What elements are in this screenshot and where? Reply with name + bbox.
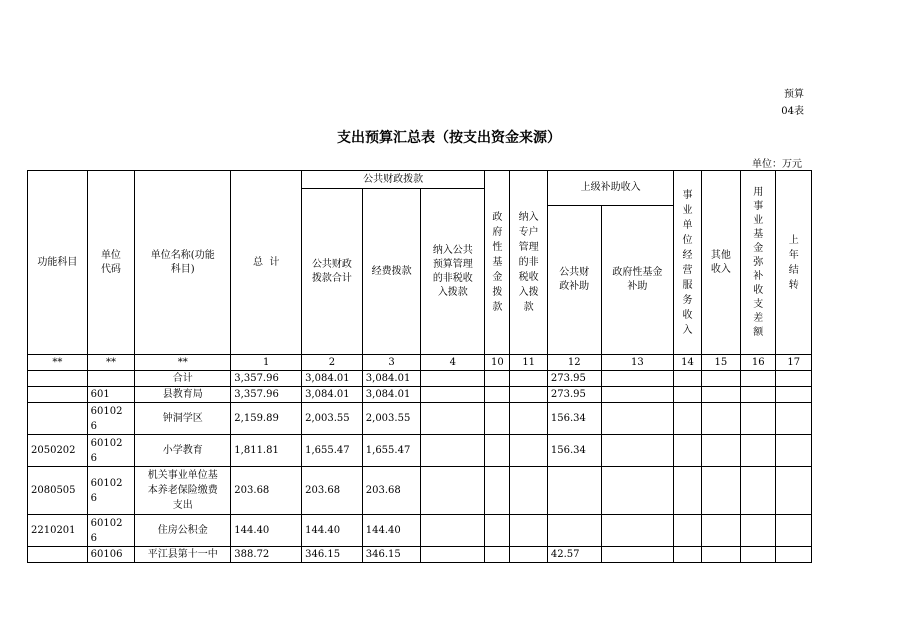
index-cell: **: [135, 355, 231, 371]
header-carry-over: 上 年 结 转: [776, 171, 812, 355]
public-subsidy-cell: [547, 467, 601, 515]
func-code-cell: [28, 387, 88, 403]
header-public-group: 公共财政拨款: [302, 171, 485, 189]
gov-fund-subsidy-cell: [601, 515, 674, 547]
func-code-cell: 2050202: [28, 435, 88, 467]
expense-cell: 203.68: [362, 467, 421, 515]
unit-name-cell: 小学教育: [135, 435, 231, 467]
gov-fund-cell: [485, 547, 510, 563]
other-cell: [701, 387, 740, 403]
header-superior-group: 上级补助收入: [547, 171, 673, 206]
other-cell: [701, 515, 740, 547]
total-cell: 3,357.96: [231, 371, 302, 387]
other-cell: [701, 467, 740, 515]
fund-offset-cell: [741, 547, 776, 563]
public-total-cell: 2,003.55: [302, 403, 363, 435]
func-code-cell: 2210201: [28, 515, 88, 547]
gov-fund-subsidy-cell: [601, 371, 674, 387]
fund-offset-cell: [741, 435, 776, 467]
header-gov-fund-subsidy: 政府性基金 补助: [601, 206, 674, 355]
index-cell: 16: [741, 355, 776, 371]
non-tax-cell: [421, 403, 485, 435]
index-cell: **: [28, 355, 88, 371]
unit-code-cell: 60102 6: [87, 515, 135, 547]
total-cell: 144.40: [231, 515, 302, 547]
special-non-tax-cell: [510, 547, 547, 563]
unit-code-cell: [87, 371, 135, 387]
operating-cell: [674, 467, 701, 515]
carry-over-cell: [776, 467, 812, 515]
page-title: 支出预算汇总表（按支出资金来源）: [337, 130, 561, 146]
non-tax-cell: [421, 515, 485, 547]
carry-over-cell: [776, 371, 812, 387]
index-cell: 15: [701, 355, 740, 371]
non-tax-cell: [421, 467, 485, 515]
operating-cell: [674, 371, 701, 387]
header-special-non-tax: 纳入 专户 管理 的非 税收 入拨 款: [510, 171, 547, 355]
public-total-cell: 144.40: [302, 515, 363, 547]
gov-fund-cell: [485, 403, 510, 435]
fund-offset-cell: [741, 403, 776, 435]
public-total-cell: 3,084.01: [302, 387, 363, 403]
unit-name-cell: 县教育局: [135, 387, 231, 403]
carry-over-cell: [776, 515, 812, 547]
header-other: 其他 收入: [701, 171, 740, 355]
gov-fund-cell: [485, 515, 510, 547]
non-tax-cell: [421, 387, 485, 403]
gov-fund-subsidy-cell: [601, 435, 674, 467]
index-cell: 17: [776, 355, 812, 371]
header-gov-fund: 政 府 性 基 金 拨 款: [485, 171, 510, 355]
public-subsidy-cell: 42.57: [547, 547, 601, 563]
header-non-tax: 纳入公共 预算管理 的非税收 入拨款: [421, 189, 485, 355]
index-cell: 11: [510, 355, 547, 371]
carry-over-cell: [776, 403, 812, 435]
special-non-tax-cell: [510, 435, 547, 467]
expense-cell: 3,084.01: [362, 387, 421, 403]
gov-fund-subsidy-cell: [601, 387, 674, 403]
carry-over-cell: [776, 547, 812, 563]
gov-fund-subsidy-cell: [601, 467, 674, 515]
header-expense: 经费拨款: [362, 189, 421, 355]
fund-offset-cell: [741, 515, 776, 547]
header-unit-name: 单位名称(功能 科目): [135, 171, 231, 355]
gov-fund-cell: [485, 387, 510, 403]
table-row: [28, 371, 812, 387]
expense-cell: 2,003.55: [362, 403, 421, 435]
unit-name-cell: 平江县第十一中: [135, 547, 231, 563]
public-subsidy-cell: 156.34: [547, 403, 601, 435]
header-public-total: 公共财政 拨款合计: [302, 189, 363, 355]
unit-name-cell: 合计: [135, 371, 231, 387]
table-row: [28, 403, 812, 435]
expense-cell: 1,655.47: [362, 435, 421, 467]
index-cell: 4: [421, 355, 485, 371]
index-cell: 12: [547, 355, 601, 371]
header-total: 总 计: [231, 171, 302, 355]
table-row: [28, 387, 812, 403]
special-non-tax-cell: [510, 515, 547, 547]
func-code-cell: [28, 403, 88, 435]
budget-table: [27, 170, 812, 563]
func-code-cell: [28, 371, 88, 387]
unit-name-cell: 机关事业单位基 本养老保险缴费 支出: [135, 467, 231, 515]
table-row: [28, 547, 812, 563]
special-non-tax-cell: [510, 387, 547, 403]
table-row: [28, 435, 812, 467]
unit-code-cell: 60102 6: [87, 467, 135, 515]
public-subsidy-cell: 156.34: [547, 435, 601, 467]
header-unit-code: 单位 代码: [87, 171, 135, 355]
gov-fund-subsidy-cell: [601, 547, 674, 563]
special-non-tax-cell: [510, 403, 547, 435]
operating-cell: [674, 387, 701, 403]
public-total-cell: 346.15: [302, 547, 363, 563]
index-cell: 13: [601, 355, 674, 371]
fund-offset-cell: [741, 371, 776, 387]
expense-cell: 144.40: [362, 515, 421, 547]
gov-fund-cell: [485, 435, 510, 467]
non-tax-cell: [421, 435, 485, 467]
report-code-line2: 04表: [781, 106, 804, 117]
unit-code-cell: 601: [87, 387, 135, 403]
index-row: [28, 355, 812, 371]
gov-fund-subsidy-cell: [601, 403, 674, 435]
index-cell: 1: [231, 355, 302, 371]
expense-cell: 346.15: [362, 547, 421, 563]
carry-over-cell: [776, 435, 812, 467]
total-cell: 3,357.96: [231, 387, 302, 403]
expense-cell: 3,084.01: [362, 371, 421, 387]
unit-code-cell: 60102 6: [87, 435, 135, 467]
unit-label: 单位：万元: [752, 159, 802, 170]
unit-name-cell: 住房公积金: [135, 515, 231, 547]
func-code-cell: 2080505: [28, 467, 88, 515]
index-cell: 10: [485, 355, 510, 371]
header-fund-offset: 用 事 业 基 金 弥 补 收 支 差 额: [741, 171, 776, 355]
non-tax-cell: [421, 547, 485, 563]
unit-code-cell: 60102 6: [87, 403, 135, 435]
total-cell: 203.68: [231, 467, 302, 515]
operating-cell: [674, 515, 701, 547]
fund-offset-cell: [741, 467, 776, 515]
other-cell: [701, 371, 740, 387]
unit-code-cell: 60106: [87, 547, 135, 563]
index-cell: 14: [674, 355, 701, 371]
report-code-line1: 预算: [784, 89, 804, 100]
other-cell: [701, 547, 740, 563]
gov-fund-cell: [485, 371, 510, 387]
public-total-cell: 1,655.47: [302, 435, 363, 467]
total-cell: 1,811.81: [231, 435, 302, 467]
public-subsidy-cell: 273.95: [547, 371, 601, 387]
header-public-subsidy: 公共财 政补助: [547, 206, 601, 355]
index-cell: **: [87, 355, 135, 371]
public-subsidy-cell: 273.95: [547, 387, 601, 403]
other-cell: [701, 403, 740, 435]
index-cell: 2: [302, 355, 363, 371]
total-cell: 388.72: [231, 547, 302, 563]
total-cell: 2,159.89: [231, 403, 302, 435]
special-non-tax-cell: [510, 371, 547, 387]
non-tax-cell: [421, 371, 485, 387]
other-cell: [701, 435, 740, 467]
public-total-cell: 3,084.01: [302, 371, 363, 387]
public-subsidy-cell: [547, 515, 601, 547]
header-operating: 事 业 单 位 经 营 服 务 收 入: [674, 171, 701, 355]
carry-over-cell: [776, 387, 812, 403]
operating-cell: [674, 435, 701, 467]
gov-fund-cell: [485, 467, 510, 515]
operating-cell: [674, 547, 701, 563]
table-row: [28, 467, 812, 515]
operating-cell: [674, 403, 701, 435]
public-total-cell: 203.68: [302, 467, 363, 515]
unit-name-cell: 钟洞学区: [135, 403, 231, 435]
header-func-code: 功能科目: [28, 171, 88, 355]
index-cell: 3: [362, 355, 421, 371]
special-non-tax-cell: [510, 467, 547, 515]
table-row: [28, 515, 812, 547]
func-code-cell: [28, 547, 88, 563]
fund-offset-cell: [741, 387, 776, 403]
